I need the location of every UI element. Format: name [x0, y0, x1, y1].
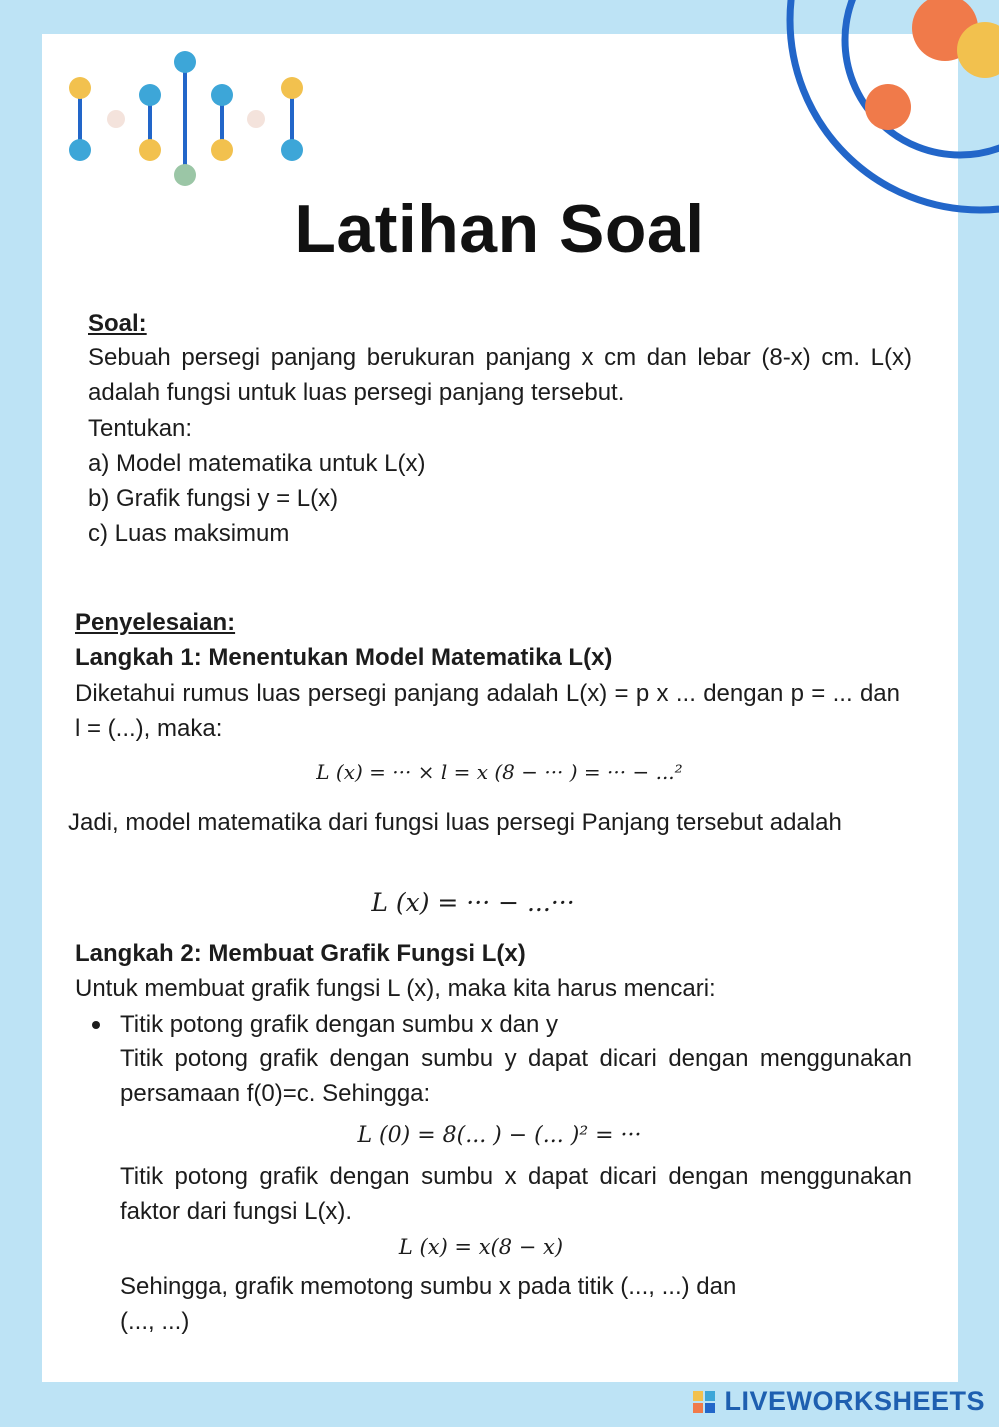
- soal-item-a: a) Model matematika untuk L(x): [88, 450, 426, 477]
- step1-formula: L (x) = ··· × l = x (8 − ··· ) = ··· − ...²: [316, 760, 683, 784]
- step2-x-formula: L (x) = x(8 − x): [398, 1235, 564, 1259]
- step2-x-text: Titik potong grafik dengan sumbu x dapat dicari dengan menggunakan faktor dari fungsi L(x).: [120, 1163, 912, 1225]
- step2-y-text: Titik potong grafik dengan sumbu y dapat dicari dengan menggunakan persamaan f(0)=c. Sehingga:: [120, 1045, 912, 1107]
- step1-text: Diketahui rumus luas persegi panjang adalah L(x) = p x ... dengan p = ... dan l = (...), maka:: [75, 680, 900, 742]
- penyelesaian-heading: Penyelesaian:: [75, 609, 236, 636]
- step2-title: Langkah 2: Membuat Grafik Fungsi L(x): [75, 940, 526, 967]
- soal-item-b: b) Grafik fungsi y = L(x): [88, 485, 339, 512]
- soal-prompt: Tentukan:: [88, 415, 193, 442]
- page-title: Latihan Soal: [294, 191, 705, 267]
- bullet-dot-icon: [92, 1021, 100, 1029]
- orbit-icon: [790, 0, 999, 210]
- soal-heading: Soal:: [88, 310, 147, 337]
- step2-bullet: Titik potong grafik dengan sumbu x dan y: [120, 1011, 559, 1038]
- step2-y-formula: L (0) = 8(... ) − (... )² = ···: [357, 1123, 642, 1148]
- liveworksheets-logo-icon: [693, 1391, 715, 1413]
- step1-title: Langkah 1: Menentukan Model Matematika L(x): [75, 644, 613, 671]
- step2-result-line2: (..., ...): [120, 1308, 190, 1335]
- step1-model: L (x) = ··· − ...···: [371, 888, 575, 917]
- step2-intro: Untuk membuat grafik fungsi L (x), maka kita harus mencari:: [75, 975, 716, 1002]
- soal-paragraph: Sebuah persegi panjang berukuran panjang x cm dan lebar (8-x) cm. L(x) adalah fungsi untuk luas persegi panjang tersebut.: [88, 344, 912, 406]
- liveworksheets-brand[interactable]: LIVEWORKSHEETS: [724, 1386, 985, 1416]
- molecule-icon: [69, 51, 303, 186]
- step1-conclusion: Jadi, model matematika dari fungsi luas persegi Panjang tersebut adalah: [68, 809, 842, 836]
- step2-result-line1: Sehingga, grafik memotong sumbu x pada titik (..., ...) dan: [120, 1273, 737, 1300]
- soal-item-c: c) Luas maksimum: [88, 520, 290, 547]
